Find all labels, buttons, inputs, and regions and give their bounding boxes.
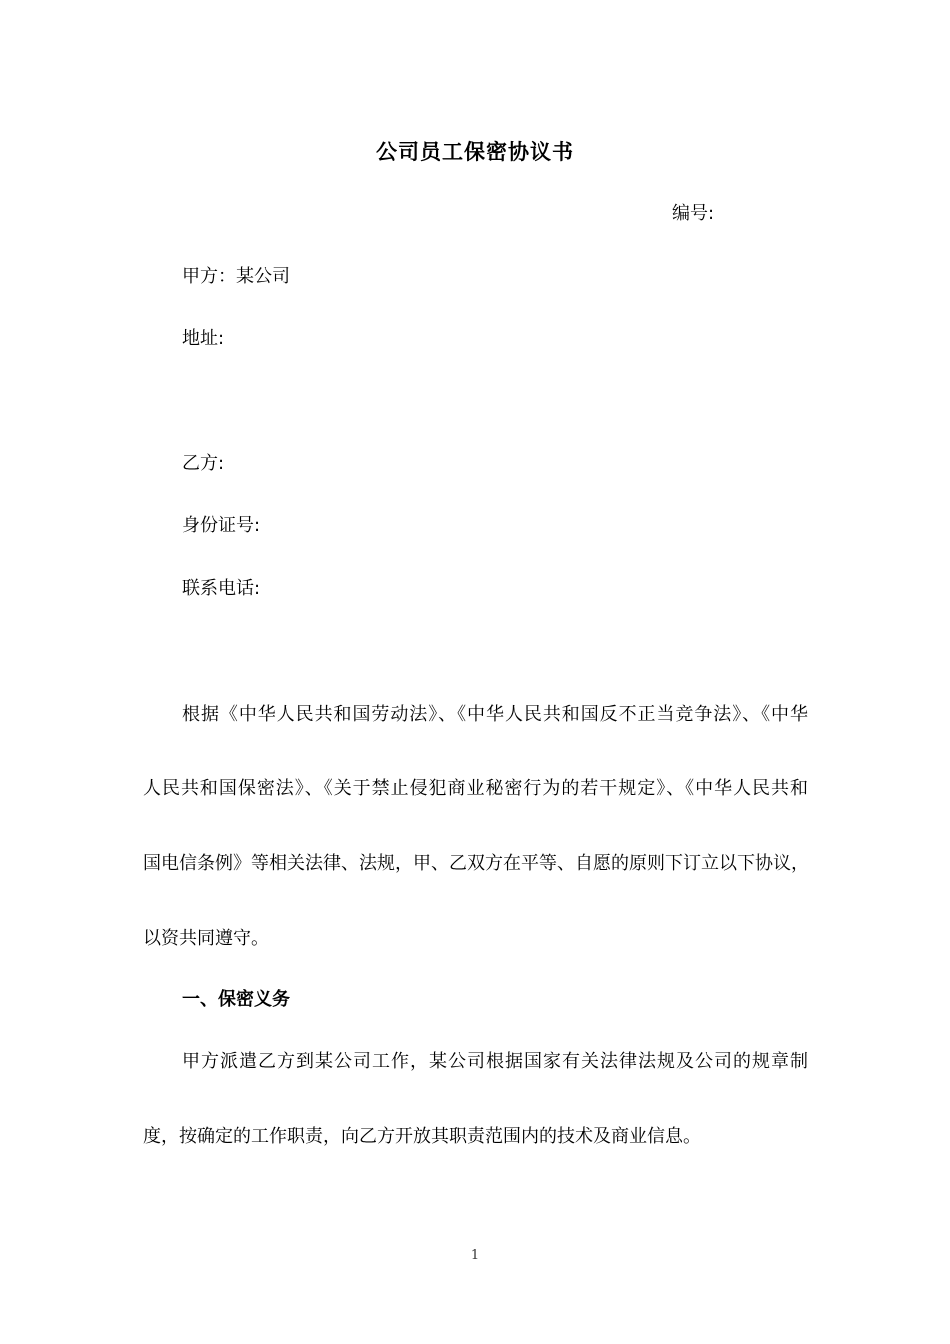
page-number: 1 <box>470 1248 480 1263</box>
preamble-line-2: 人民共和国保密法》、《关于禁止侵犯商业秘密行为的若干规定》、《中华人民共和 <box>143 778 808 799</box>
section-1-line-1: 甲方派遣乙方到某公司工作，某公司根据国家有关法律法规及公司的规章制 <box>182 1051 808 1072</box>
id-number-label: 身份证号: <box>182 515 261 536</box>
phone-label: 联系电话: <box>182 578 261 599</box>
document-title: 公司员工保密协议书 <box>376 140 574 164</box>
preamble-line-3: 国电信条例》等相关法律、法规，甲、乙双方在平等、自愿的原则下订立以下协议， <box>143 853 809 874</box>
party-a-line: 甲方：某公司 <box>182 266 290 287</box>
address-label: 地址: <box>182 328 225 349</box>
preamble-line-1: 根据《中华人民共和国劳动法》、《中华人民共和国反不正当竞争法》、《中华 <box>182 704 808 725</box>
section-1-line-2: 度，按确定的工作职责，向乙方开放其职责范围内的技术及商业信息。 <box>143 1126 701 1147</box>
serial-number-label: 编号: <box>672 203 715 224</box>
party-b-label: 乙方: <box>182 453 225 474</box>
preamble-line-4: 以资共同遵守。 <box>143 928 269 949</box>
section-1-heading: 一、保密义务 <box>182 989 290 1010</box>
